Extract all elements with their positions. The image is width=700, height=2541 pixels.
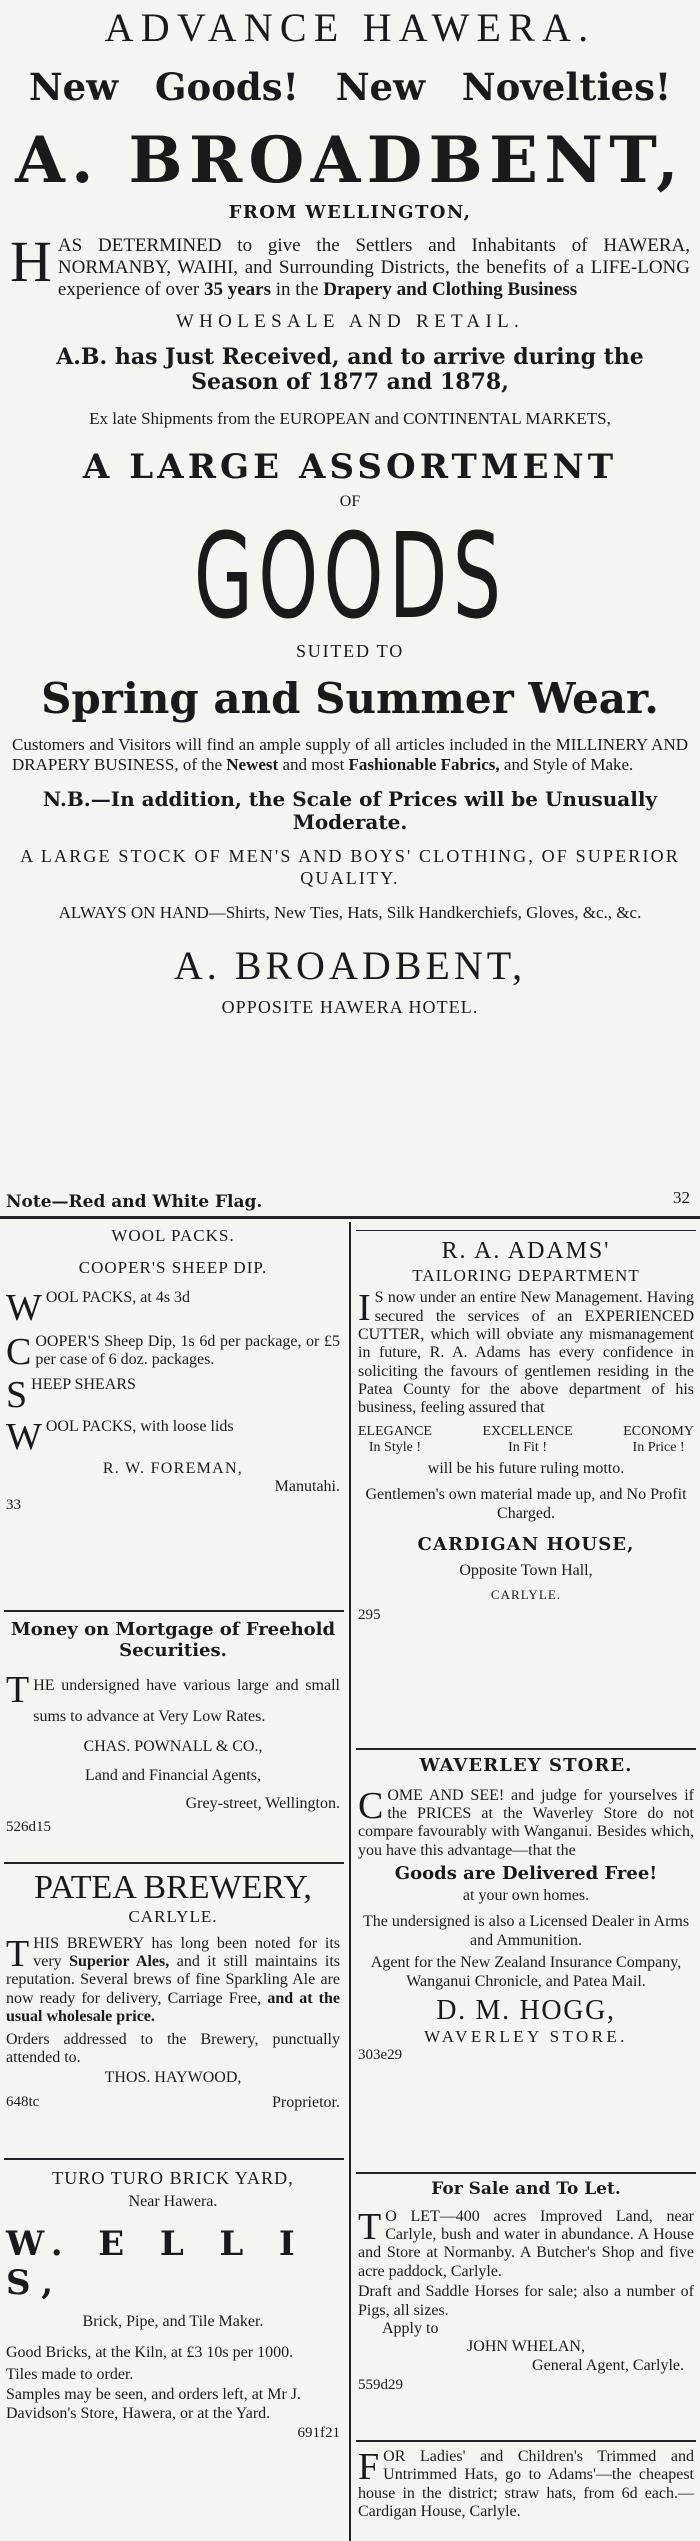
ex-late-line: Ex late Shipments from the EUROPEAN and CONTINENTAL MARKETS, [89, 409, 611, 429]
waverley-store-line: WAVERLEY STORE. [424, 2027, 628, 2047]
good-bricks-line: Good Bricks, at the Kiln, at £3 10s per 1000. [6, 2343, 294, 2361]
broadbent-advert [0, 0, 700, 1212]
tiles-line: Tiles made to order. [6, 2366, 134, 2384]
always-line: ALWAYS ON HAND—Shirts, New Ties, Hats, Silk Handkerchiefs, Gloves, &c., &c. [58, 903, 642, 923]
drop-cap: T [358, 2205, 382, 2248]
coopers-text: OOPER'S Sheep Dip, 1s 6d per package, or £5 per case of 6 doz. packages. [35, 1333, 340, 1369]
motto-word [623, 1424, 694, 1456]
mortgage-advert [6, 1620, 340, 1837]
spring-summer-heading: Spring and Summer Wear. [41, 674, 659, 724]
adams-heading: R. A. ADAMS' [441, 1238, 611, 1264]
motto-word [358, 1424, 432, 1456]
wool-packs-lids-text: OOL PACKS, with loose lids [45, 1417, 234, 1435]
suited-line: SUITED TO [295, 641, 405, 662]
fashionable-text: Fashionable Fabrics, [348, 754, 500, 774]
stock-line: A LARGE STOCK OF MEN'S AND BOYS' CLOTHING, OF SUPERIOR QUALITY. [20, 846, 680, 888]
reference-number: 559d29 [358, 2377, 403, 2394]
adams-advert [358, 1238, 694, 1625]
drop-cap: F [358, 2446, 380, 2488]
advert-subheadline: New Goods! New Novelties! [28, 65, 672, 109]
motto-word-text: EXCELLENCE [482, 1423, 573, 1439]
mortgage-text-block [6, 1671, 340, 1732]
licensed-line: The undersigned is also a Licensed Dealer in Arms and Ammunition. [362, 1913, 690, 1949]
hats-text: OR Ladies' and Children's Trimmed and Untrimmed Hats, go to Adams'—the cheapest house in the district; straw hats, from 6d each.—Cardigan House, Carlyle. [358, 2448, 694, 2521]
superior-text: Superior Ales, [69, 1953, 170, 1971]
divider [4, 2158, 344, 2160]
brewery-text: HIS BREWERY has long been noted for its very [33, 1934, 340, 1971]
drop-cap: W [6, 1415, 42, 1458]
motto-word-text: ELEGANCE [358, 1423, 432, 1439]
divider [349, 1222, 351, 2541]
reference-number: 33 [6, 1496, 21, 1513]
motto-line: will be his future ruling motto. [427, 1460, 625, 1478]
wholesale-line: WHOLESALE AND RETAIL. [175, 310, 525, 332]
sale-heading: For Sale and To Let. [431, 2179, 621, 2199]
customers-paragraph [0, 735, 700, 774]
general-agent-line: General Agent, Carlyle. [532, 2356, 684, 2374]
divider [0, 1216, 700, 1219]
hogg-name: D. M. HOGG, [436, 1994, 616, 2026]
note-line: Note—Red and White Flag. [6, 1192, 263, 1212]
brewery-text-block [6, 1932, 340, 2027]
adams-text: S now under an entire New Management. Having secured the services of an EXPERIENCED CUTTER, which will obviate any mismanagement in future, R. A. Adams has every confidence in soliciting the favours of gentlemen residing in the Patea County for the above department of his business, feeling assured that [358, 1289, 694, 1417]
drop-cap: T [6, 1669, 30, 1712]
waverley-advert [358, 1756, 694, 2064]
drop-cap: S [6, 1373, 28, 1416]
motto-word [482, 1424, 572, 1456]
near-hawera-line: Near Hawera. [128, 2192, 218, 2210]
drop-cap: W [6, 1287, 42, 1330]
motto-sub-text: In Style ! [368, 1439, 421, 1455]
divider [356, 1230, 696, 1231]
wool-packs-item [6, 1287, 340, 1330]
business-text: Drapery and Clothing Business [323, 278, 578, 300]
coopers-heading: COOPER'S SHEEP DIP. [78, 1257, 268, 1277]
wool-packs-lids-item [6, 1415, 340, 1458]
whelan-name: JOHN WHELAN, [467, 2338, 585, 2356]
wool-packs-text: OOL PACKS, at 4s 3d [45, 1289, 191, 1307]
goods-heading: GOODS [193, 507, 507, 646]
drop-cap: C [358, 1784, 384, 1827]
homes-line: at your own homes. [462, 1886, 590, 1904]
intro-text: AS DETERMINED to give the Settlers and Inhabitants of HAWERA, NORMANBY, WAIHI, and Surrounding Districts, the benefits of a LIFE-LONG experience of over [57, 235, 690, 300]
reference-number: 691f21 [297, 2425, 340, 2442]
reference-number: 303e29 [358, 2046, 403, 2063]
waverley-text: OME AND SEE! and judge for yourselves if the PRICES at the Waverley Store do not compare favourably with Wanganui. Besides which, you have this advantage—that the [358, 1786, 694, 1859]
price-text: and at the usual wholesale price. [6, 1989, 340, 2026]
samples-line: Samples may be seen, and orders left, at Mr J. Davidson's Store, Hawera, or at the Yard. [6, 2386, 302, 2422]
motto-sub-text: In Price ! [632, 1439, 685, 1455]
divider [4, 1862, 344, 1864]
brewery-footer [6, 2094, 340, 2112]
newest-text: Newest [226, 754, 279, 774]
divider [356, 1748, 696, 1750]
merchant-name-footer: A. BROADBENT, [173, 942, 527, 988]
reference-number: 32 [673, 1188, 690, 1207]
drop-cap: T [6, 1932, 30, 1975]
advert-headline: ADVANCE HAWERA. [104, 5, 596, 50]
divider [4, 1610, 344, 1612]
motto-sub-text: In Fit ! [508, 1439, 547, 1455]
carlyle-line: CARLYLE. [128, 1907, 218, 1927]
customers-text-2: and most [278, 754, 349, 774]
shears-text: HEEP SHEARS [31, 1375, 136, 1393]
ellis-name: W. E L L I S, [6, 2224, 307, 2304]
brewery-orders: Orders addressed to the Brewery, punctually attended to. [6, 2030, 340, 2066]
adams-text-block [358, 1289, 694, 1418]
brick-maker-line: Brick, Pipe, and Tile Maker. [82, 2313, 264, 2331]
wool-packs-heading: WOOL PACKS. [111, 1226, 235, 1245]
mortgage-heading: Money on Mortgage of Freehold Securities. [10, 1619, 336, 1661]
cardigan-heading: CARDIGAN HOUSE, [417, 1534, 635, 1556]
coopers-item [6, 1331, 340, 1374]
haywood-name: THOS. HAYWOOD, [104, 2069, 242, 2087]
carlyle-line: CARLYLE. [490, 1587, 562, 1603]
drop-cap: I [358, 1287, 371, 1330]
brick-yard-advert [6, 2168, 340, 2442]
brewery-text-2: and it still maintains its reputation. Several brews of fine Sparkling Ale are now ready for delivery, Carriage Free, [6, 1953, 340, 2007]
mortgage-text: HE undersigned have various large and small sums to advance at Very Low Rates. [33, 1677, 340, 1725]
tailoring-heading: TAILORING DEPARTMENT [412, 1265, 640, 1285]
opposite-town-hall: Opposite Town Hall, [459, 1561, 593, 1579]
of-line: OF [339, 493, 361, 511]
opposite-line: OPPOSITE HAWERA HOTEL. [221, 996, 479, 1017]
grey-street-line: Grey-street, Wellington. [185, 1794, 340, 1812]
drop-cap: H [10, 229, 52, 294]
sale-text: O LET—400 acres Improved Land, near Carlyle, bush and water in abundance. A House and Store at Normanby. A Butcher's Shop and five acre paddock, Carlyle. [358, 2207, 694, 2280]
divider [356, 2172, 696, 2174]
reference-number: 526d15 [6, 1819, 51, 1836]
manutahi-line: Manutahi. [274, 1478, 340, 1496]
merchant-name: A. BROADBENT, [15, 123, 685, 198]
nb-line: N.B.—In addition, the Scale of Prices will be Unusually Moderate. [42, 787, 658, 835]
sale-text-block [358, 2205, 694, 2282]
waverley-heading: WAVERLEY STORE. [419, 1755, 633, 1776]
waverley-text-block [358, 1784, 694, 1861]
apply-line: Apply to [382, 2319, 439, 2337]
divider [356, 2440, 696, 2442]
proprietor-line: Proprietor. [272, 2093, 340, 2111]
brewery-heading: PATEA BREWERY, [34, 1869, 312, 1906]
reference-number: 295 [358, 1607, 381, 1624]
agents-line: Land and Financial Agents, [85, 1766, 261, 1784]
reference-number: 648tc [6, 2093, 40, 2110]
hats-advert [358, 2448, 694, 2522]
pownall-name: CHAS. POWNALL & CO., [83, 1738, 263, 1756]
from-line: FROM WELLINGTON, [228, 202, 472, 223]
intro-text-2: in the [271, 278, 324, 300]
shears-item [6, 1373, 340, 1416]
drop-cap: C [6, 1331, 32, 1374]
brick-yard-heading: TURO TURO BRICK YARD, [52, 2168, 294, 2188]
horses-line: Draft and Saddle Horses for sale; also a number of Pigs, all sizes. [358, 2283, 694, 2319]
gentlemen-line: Gentlemen's own material made up, and No Profit Charged. [365, 1486, 687, 1522]
hats-text-block [358, 2448, 694, 2522]
motto-words [358, 1424, 694, 1456]
motto-word-text: ECONOMY [623, 1423, 694, 1439]
insurance-line: Agent for the New Zealand Insurance Company, Wanganui Chronicle, and Patea Mail. [370, 1954, 682, 1990]
intro-paragraph [0, 229, 700, 301]
years-text: 35 years [204, 278, 272, 300]
customers-text-3: and Style of Make. [499, 754, 634, 774]
brewery-advert [6, 1868, 340, 2112]
wool-packs-advert [6, 1226, 340, 1514]
sale-advert [358, 2180, 694, 2394]
delivered-line: Goods are Delivered Free! [394, 1863, 658, 1885]
large-assortment: A LARGE ASSORTMENT [82, 447, 618, 488]
received-line: A.B. has Just Received, and to arrive during the Season of 1877 and 1878, [56, 343, 644, 395]
foreman-name: R. W. FOREMAN, [102, 1459, 244, 1477]
customers-text: Customers and Visitors will find an ample supply of all articles included in the MILLINERY AND DRAPERY BUSINESS, of the [12, 735, 688, 774]
